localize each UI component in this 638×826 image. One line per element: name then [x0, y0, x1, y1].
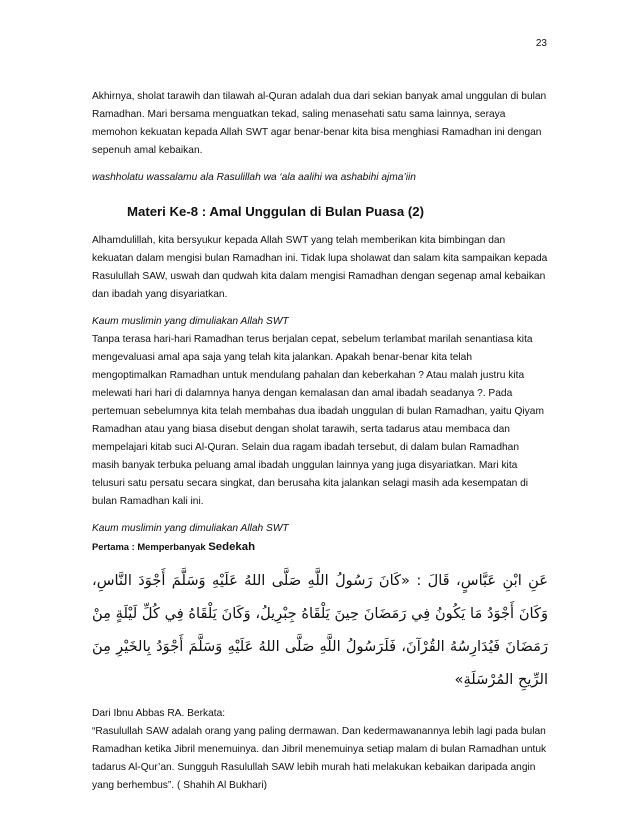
point-one-label: Pertama : Memperbanyak: [92, 541, 209, 552]
hadith-translation: Dari Ibnu Abbas RA. Berkata: “Rasulullah SAW adalah orang yang paling dermawan. Dan kedermawanannya lebih lagi pada bulan Ramadhan ketika Jibril menemuinya. dan Jibril menemuinya setiap malam di bulan Ramadhan untuk tadarus Al-Qur’an. Sungguh Rasulullah SAW lebih murah hati melakukan kebaikan daripada angin yang berhembus”. ( Shahih Al Bukhari): [92, 708, 547, 791]
main-paragraph: Tanpa terasa hari-hari Ramadhan terus berjalan cepat, sebelum terlambat marilah senantiasa kita mengevaluasi amal apa saja yang telah kita jalankan. Apakah benar-benar kita telah mengoptimalkan Ramadhan untuk mendulang pahalan dan keberkahan ? Atau malah justru kita melewati hari hari di dalamnya hanya dengan kemalasan dan amal ibadah seadanya ?. Pada pertemuan sebelumnya kita telah membahas dua ibadah unggulan di bulan Ramadhan, yaitu Qiyam Ramadhan atau yang biasa disebut dengan sholat tarawih, serta tadarus atau membaca dan mempelajari kitab suci Al-Quran. Selain dua ragam ibadah tersebut, di dalam bulan Ramadhan masih banyak terbuka peluang amal ibadah unggulan lainnya yang juga disyariatkan. Mari kita telusuri satu persatu secara singkat, dan berusaha kita jalankan selagi masih ada kesempatan di bulan Ramadhan kali ini.: [92, 334, 544, 507]
section-heading: Materi Ke-8 : Amal Unggulan di Bulan Puasa (2): [127, 204, 425, 219]
point-one-emphasis: Sedekah: [208, 541, 256, 553]
closing-paragraph: Akhirnya, sholat tarawih dan tilawah al-Quran adalah dua dari sekian banyak amal unggulan di bulan Ramadhan. Mari bersama menguatkan tekad, saling menasehati satu sama lainnya, seraya memohon kekuatan kepada Allah SWT agar benar-benar kita bisa menghiasi Ramadhan ini dengan sepenuh amal kebaikan.: [92, 91, 547, 156]
document-body: [92, 88, 548, 795]
closing-salutation: washholatu wassalamu ala Rasulillah wa ‘ala aalihi wa ashabihi ajma’iin: [92, 172, 416, 183]
page-number: 23: [535, 38, 547, 49]
intro-paragraph: Alhamdulillah, kita bersyukur kepada Allah SWT yang telah memberikan kita bimbingan dan kekuatan dalam mengisi bulan Ramadhan ini. Tidak lupa sholawat dan salam kita sampaikan kepada Rasulullah SAW, uswah dan qudwah kita dalam mengisi Ramadhan dengan segenap amal kebaikan dan ibadah yang disyariatkan.: [92, 235, 548, 300]
arabic-hadith: عَنِ ابْنِ عَبَّاسٍ، قَالَ : «كَانَ رَسُولُ اللَّهِ صَلَّى اللهُ عَلَيْهِ وَسَلَّمَ أَجْوَدَ النَّاسِ، وَكَانَ أَجْوَدُ مَا يَكُونُ فِي رَمَضَانَ حِينَ يَلْقَاهُ جِبْرِيلُ، وَكَانَ يَلْقَاهُ فِي كُلِّ لَيْلَةٍ مِنْ رَمَضَانَ فَيُدَارِسُهُ القُرْآنَ، فَلَرَسُولُ اللَّهِ صَلَّى اللهُ عَلَيْهِ وَسَلَّمَ أَجْوَدُ بِالخَيْرِ مِنَ الرِّيحِ المُرْسَلَةِ»: [92, 572, 548, 688]
subheading-kaum-muslimin-2: Kaum muslimin yang dimuliakan Allah SWT: [92, 523, 289, 534]
point-one-title: [92, 538, 548, 556]
subheading-kaum-muslimin-1: Kaum muslimin yang dimuliakan Allah SWT: [92, 316, 289, 327]
